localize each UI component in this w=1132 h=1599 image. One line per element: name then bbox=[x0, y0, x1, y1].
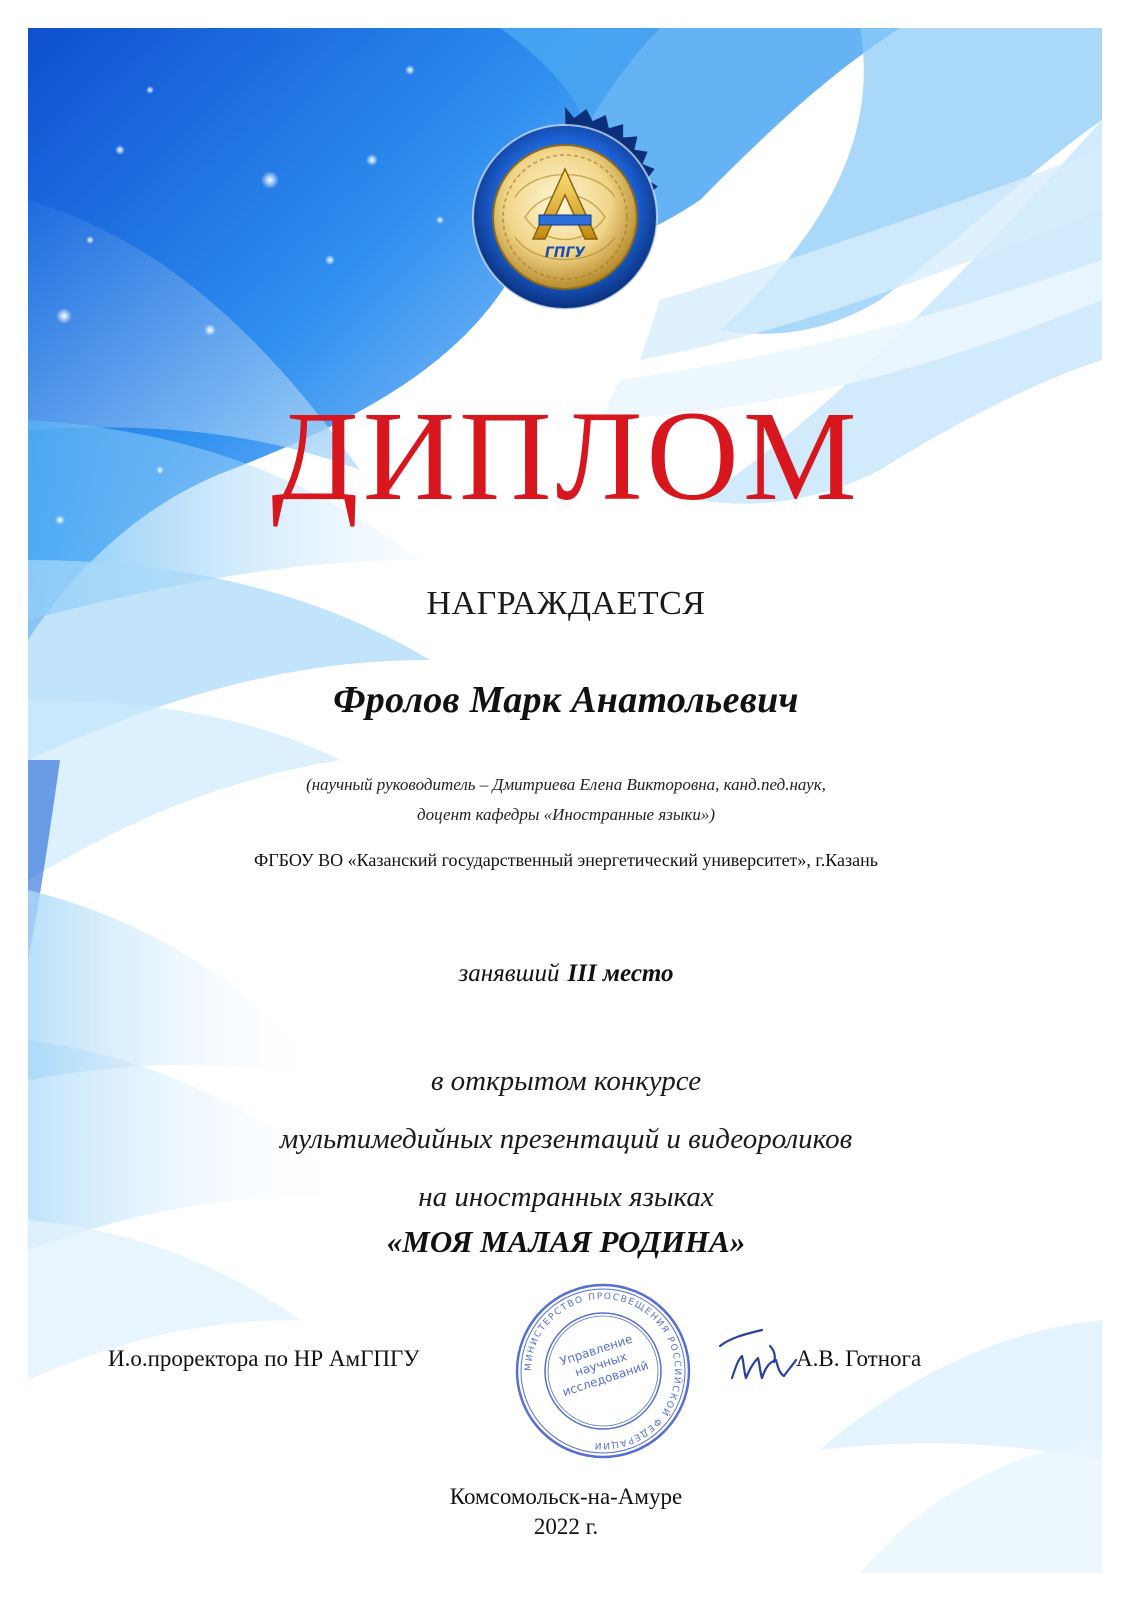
university-name: ФГБОУ ВО «Казанский государственный энергетический университет», г.Казань bbox=[254, 850, 878, 870]
contest-description bbox=[0, 1052, 1132, 1226]
contest-line-1: в открытом конкурсе bbox=[430, 1065, 702, 1097]
contest-name: «МОЯ МАЛАЯ РОДИНА» bbox=[386, 1224, 746, 1259]
place-prefix: занявший bbox=[458, 960, 560, 987]
svg-text:ГПГУ: ГПГУ bbox=[544, 245, 586, 261]
svg-text:МИНИСТЕРСТВО ПРОСВЕЩЕНИЯ РОССИ: МИНИСТЕРСТВО ПРОСВЕЩЕНИЯ РОССИЙСКОЙ ФЕДЕРАЦИИ bbox=[523, 1291, 683, 1451]
official-stamp bbox=[514, 1282, 692, 1460]
diploma-title: ДИПЛОМ bbox=[271, 385, 861, 527]
place-line bbox=[0, 960, 1132, 988]
city: Комсомольск-на-Амуре bbox=[449, 1484, 683, 1509]
supervisor-block bbox=[0, 770, 1132, 830]
signatory-name: А.В. Готнога bbox=[796, 1346, 922, 1371]
contest-line-3: на иностранных языках bbox=[418, 1181, 714, 1213]
recipient-name: Фролов Марк Анатольевич bbox=[333, 679, 799, 721]
supervisor-line-1: (научный руководитель – Дмитриева Елена Викторовна, канд.пед.наук, bbox=[306, 775, 826, 794]
awarded-heading: НАГРАЖДАЕТСЯ bbox=[426, 585, 706, 622]
supervisor-line-2: доцент кафедры «Иностранные языки») bbox=[417, 805, 715, 824]
signatory-position: И.о.проректора по НР АмГПГУ bbox=[108, 1346, 420, 1371]
contest-line-2: мультимедийных презентаций и видеороликов bbox=[279, 1123, 853, 1155]
stamp-center-text: Управление научных исследований bbox=[558, 1331, 651, 1400]
place-rank: III место bbox=[567, 960, 674, 987]
university-seal-icon bbox=[454, 106, 676, 328]
handwritten-signature bbox=[700, 1316, 810, 1396]
year: 2022 г. bbox=[533, 1514, 599, 1539]
